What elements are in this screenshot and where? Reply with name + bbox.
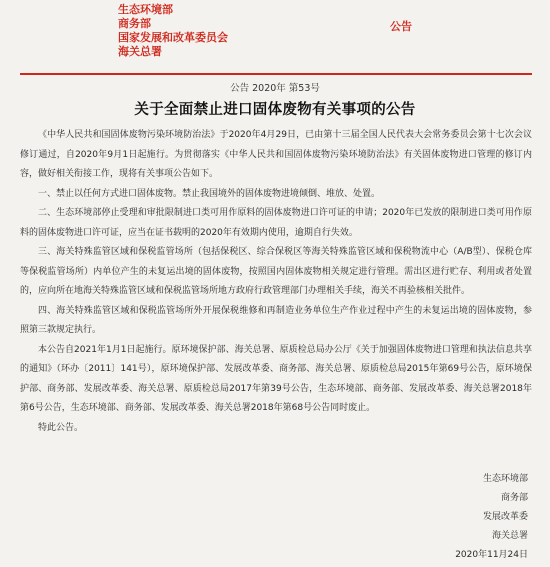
issuer-line: 国家发展和改革委员会 bbox=[118, 31, 228, 44]
document-number: 公告 2020年 第53号 bbox=[230, 83, 320, 94]
document-body bbox=[20, 126, 532, 438]
paragraph: 特此公告。 bbox=[38, 422, 84, 433]
paragraph: 本公告自2021年1月1日起施行。原环境保护部、海关总署、原质检总局办公厅《关于加强固体废物进口管理和执法信息共享的通知》（环办〔2011〕141号），原环境保护部、发展改革委、商务部、海关总署、原质检总局2015年第69号公告，原环境保护部、商务部、发展改革委、海关总署、原质检总局2017年第39号公告，生态环境部、商务部、发展改革委、海关总署2018年第6号公告，生态环境部、商务部、发展改革委、海关总署2018年第68号公告同时废止。 bbox=[20, 344, 532, 413]
issuing-agencies bbox=[118, 3, 228, 59]
signature-block bbox=[455, 470, 528, 565]
paragraph: 四、海关特殊监管区域和保税监管场所外开展保税维修和再制造业务单位生产作业过程中产生的未复运出境的固体废物，参照第三款规定执行。 bbox=[20, 305, 532, 335]
document-header bbox=[0, 0, 550, 80]
signature-line: 海关总署 bbox=[491, 531, 528, 541]
signature-date: 2020年11月24日 bbox=[455, 550, 528, 560]
document-title: 关于全面禁止进口固体废物有关事项的公告 bbox=[134, 102, 416, 118]
paragraph: 三、海关特殊监管区域和保税监管场所（包括保税区、综合保税区等海关特殊监管区域和保税物流中心（A/B型）、保税仓库等保税监管场所）内单位产生的未复运出境的固体废物，按照国内固体废物相关规定进行管理。需出区进行贮存、利用或者处置的，应向所在地海关特殊监管区域和保税监管场所地方政府行政管理部门办理相关手续，海关不再验核相关批件。 bbox=[20, 247, 532, 296]
issuer-line: 海关总署 bbox=[118, 45, 162, 58]
issuer-line: 商务部 bbox=[118, 17, 151, 30]
signature-line: 商务部 bbox=[500, 493, 528, 503]
paragraph: 一、禁止以任何方式进口固体废物。禁止我国境外的固体废物进境倾倒、堆放、处置。 bbox=[38, 188, 381, 199]
red-divider bbox=[20, 73, 532, 75]
issuer-line: 生态环境部 bbox=[118, 3, 173, 16]
signature-line: 发展改革委 bbox=[482, 512, 528, 522]
signature-line: 生态环境部 bbox=[482, 474, 528, 484]
header-notice-label: 公告 bbox=[390, 20, 412, 33]
paragraph: 二、生态环境部停止受理和审批限制进口类可用作原料的固体废物进口许可证的申请；2020年已发放的限制进口类可用作原料的固体废物进口许可证，应当在证书载明的2020年有效期内使用，逾期自行失效。 bbox=[20, 208, 532, 238]
paragraph: 《中华人民共和国固体废物污染环境防治法》于2020年4月29日，已由第十三届全国人民代表大会常务委员会第十七次会议修订通过，自2020年9月1日起施行。为贯彻落实《中华人民共和国固体废物污染环境防治法》有关固体废物进口管理的修订内容，做好相关衔接工作，现将有关事项公告如下。 bbox=[20, 130, 532, 179]
